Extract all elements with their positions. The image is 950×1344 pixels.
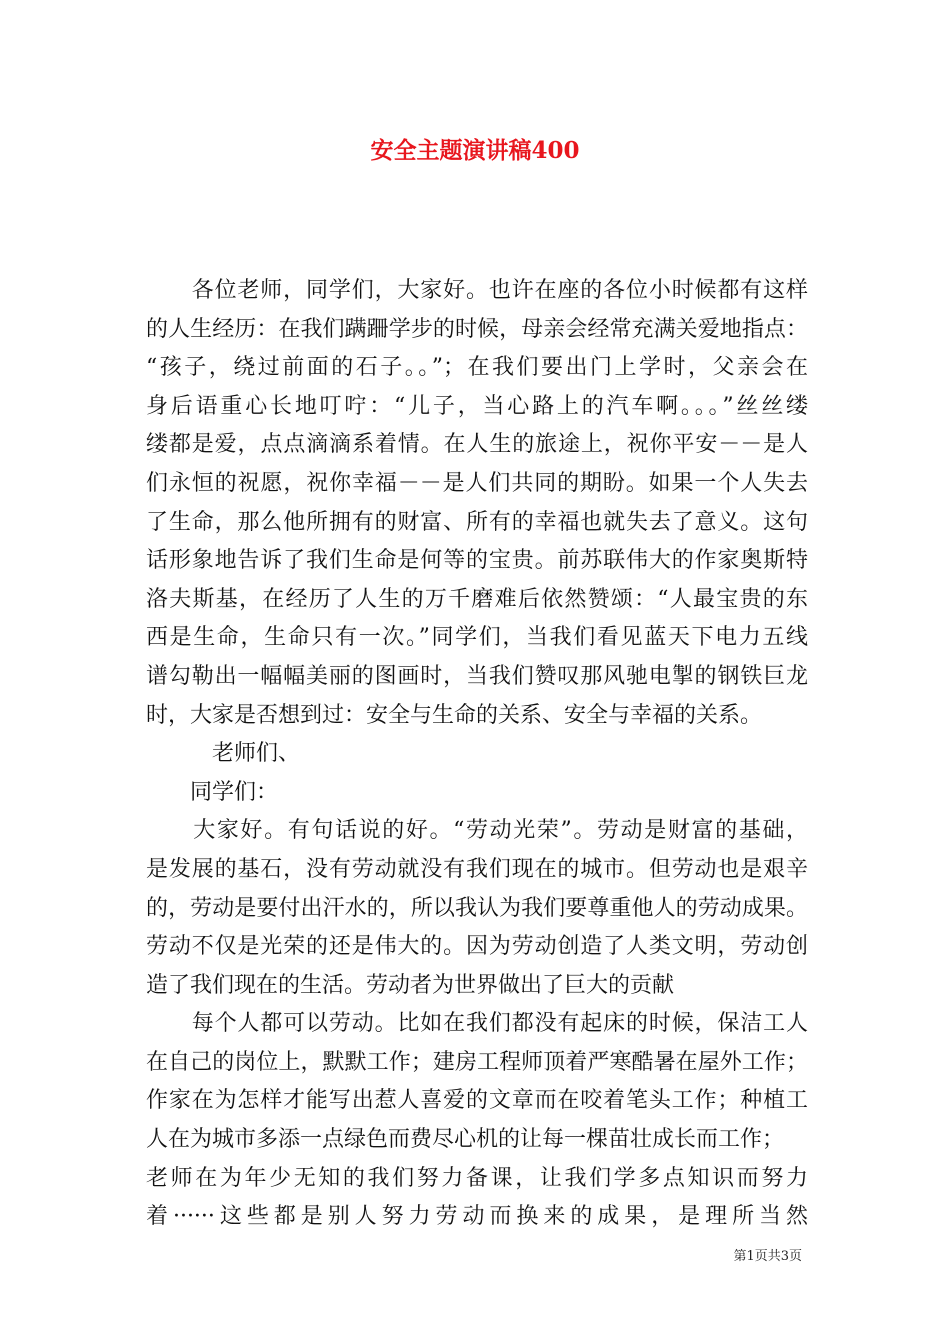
document-title: 安全主题演讲稿400 xyxy=(370,137,580,164)
body-line: 老师们、 xyxy=(146,741,301,767)
body-line: 缕都是爱，点点滴滴系着情。在人生的旅途上，祝你平安－－是人 xyxy=(146,432,808,458)
body-line: 的人生经历：在我们蹒跚学步的时候，母亲会经常充满关爱地指点： xyxy=(146,316,808,342)
body-line: 着······这些都是别人努力劳动而换来的成果，是理所当然 xyxy=(146,1204,808,1230)
body-line: “孩子，绕过前面的石子。。”；在我们要出门上学时，父亲会在 xyxy=(146,355,808,381)
body-line: 洛夫斯基，在经历了人生的万千磨难后依然赞颂：“人最宝贵的东 xyxy=(146,586,808,612)
body-line: 在自己的岗位上，默默工作；建房工程师顶着严寒酷暑在屋外工作； xyxy=(146,1049,808,1075)
body-line: 身后语重心长地叮咛：“儿子，当心路上的汽车啊。。。”丝丝缕 xyxy=(146,393,808,419)
body-line: 造了我们现在的生活。劳动者为世界做出了巨大的贡献 xyxy=(146,972,675,998)
body-line: 话形象地告诉了我们生命是何等的宝贵。前苏联伟大的作家奥斯特 xyxy=(146,548,808,574)
body-line: 作家在为怎样才能写出惹人喜爱的文章而在咬着笔头工作；种植工 xyxy=(146,1088,808,1114)
body-line: 的，劳动是要付出汗水的，所以我认为我们要尊重他人的劳动成果。 xyxy=(146,895,808,921)
body-line: 们永恒的祝愿，祝你幸福－－是人们共同的期盼。如果一个人失去 xyxy=(146,470,808,496)
body-line: 各位老师，同学们，大家好。也许在座的各位小时候都有这样 xyxy=(146,278,808,303)
body-line: 劳动不仅是光荣的还是伟大的。因为劳动创造了人类文明，劳动创 xyxy=(146,934,808,960)
body-line: 谱勾勒出一幅幅美丽的图画时，当我们赞叹那风驰电掣的钢铁巨龙 xyxy=(146,663,808,689)
body-line: 同学们： xyxy=(146,779,279,805)
page-number: 第1页共3页 xyxy=(733,1249,802,1264)
body-line: 是发展的基石，没有劳动就没有我们现在的城市。但劳动也是艰辛 xyxy=(146,856,808,882)
body-line: 每个人都可以劳动。比如在我们都没有起床的时候，保洁工人 xyxy=(146,1011,808,1037)
body-line: 大家好。有句话说的好。“劳动光荣”。劳动是财富的基础， xyxy=(146,818,808,844)
body-line: 老师在为年少无知的我们努力备课，让我们学多点知识而努力 xyxy=(146,1165,808,1191)
body-line: 西是生命，生命只有一次。”同学们，当我们看见蓝天下电力五线 xyxy=(146,625,808,651)
body-line: 了生命，那么他所拥有的财富、所有的幸福也就失去了意义。这句 xyxy=(146,509,808,535)
document-body xyxy=(146,272,808,1237)
body-line: 时，大家是否想到过：安全与生命的关系、安全与幸福的关系。 xyxy=(146,702,763,728)
body-line: 人在为城市多添一点绿色而费尽心机的让每一棵苗壮成长而工作； xyxy=(146,1127,785,1153)
